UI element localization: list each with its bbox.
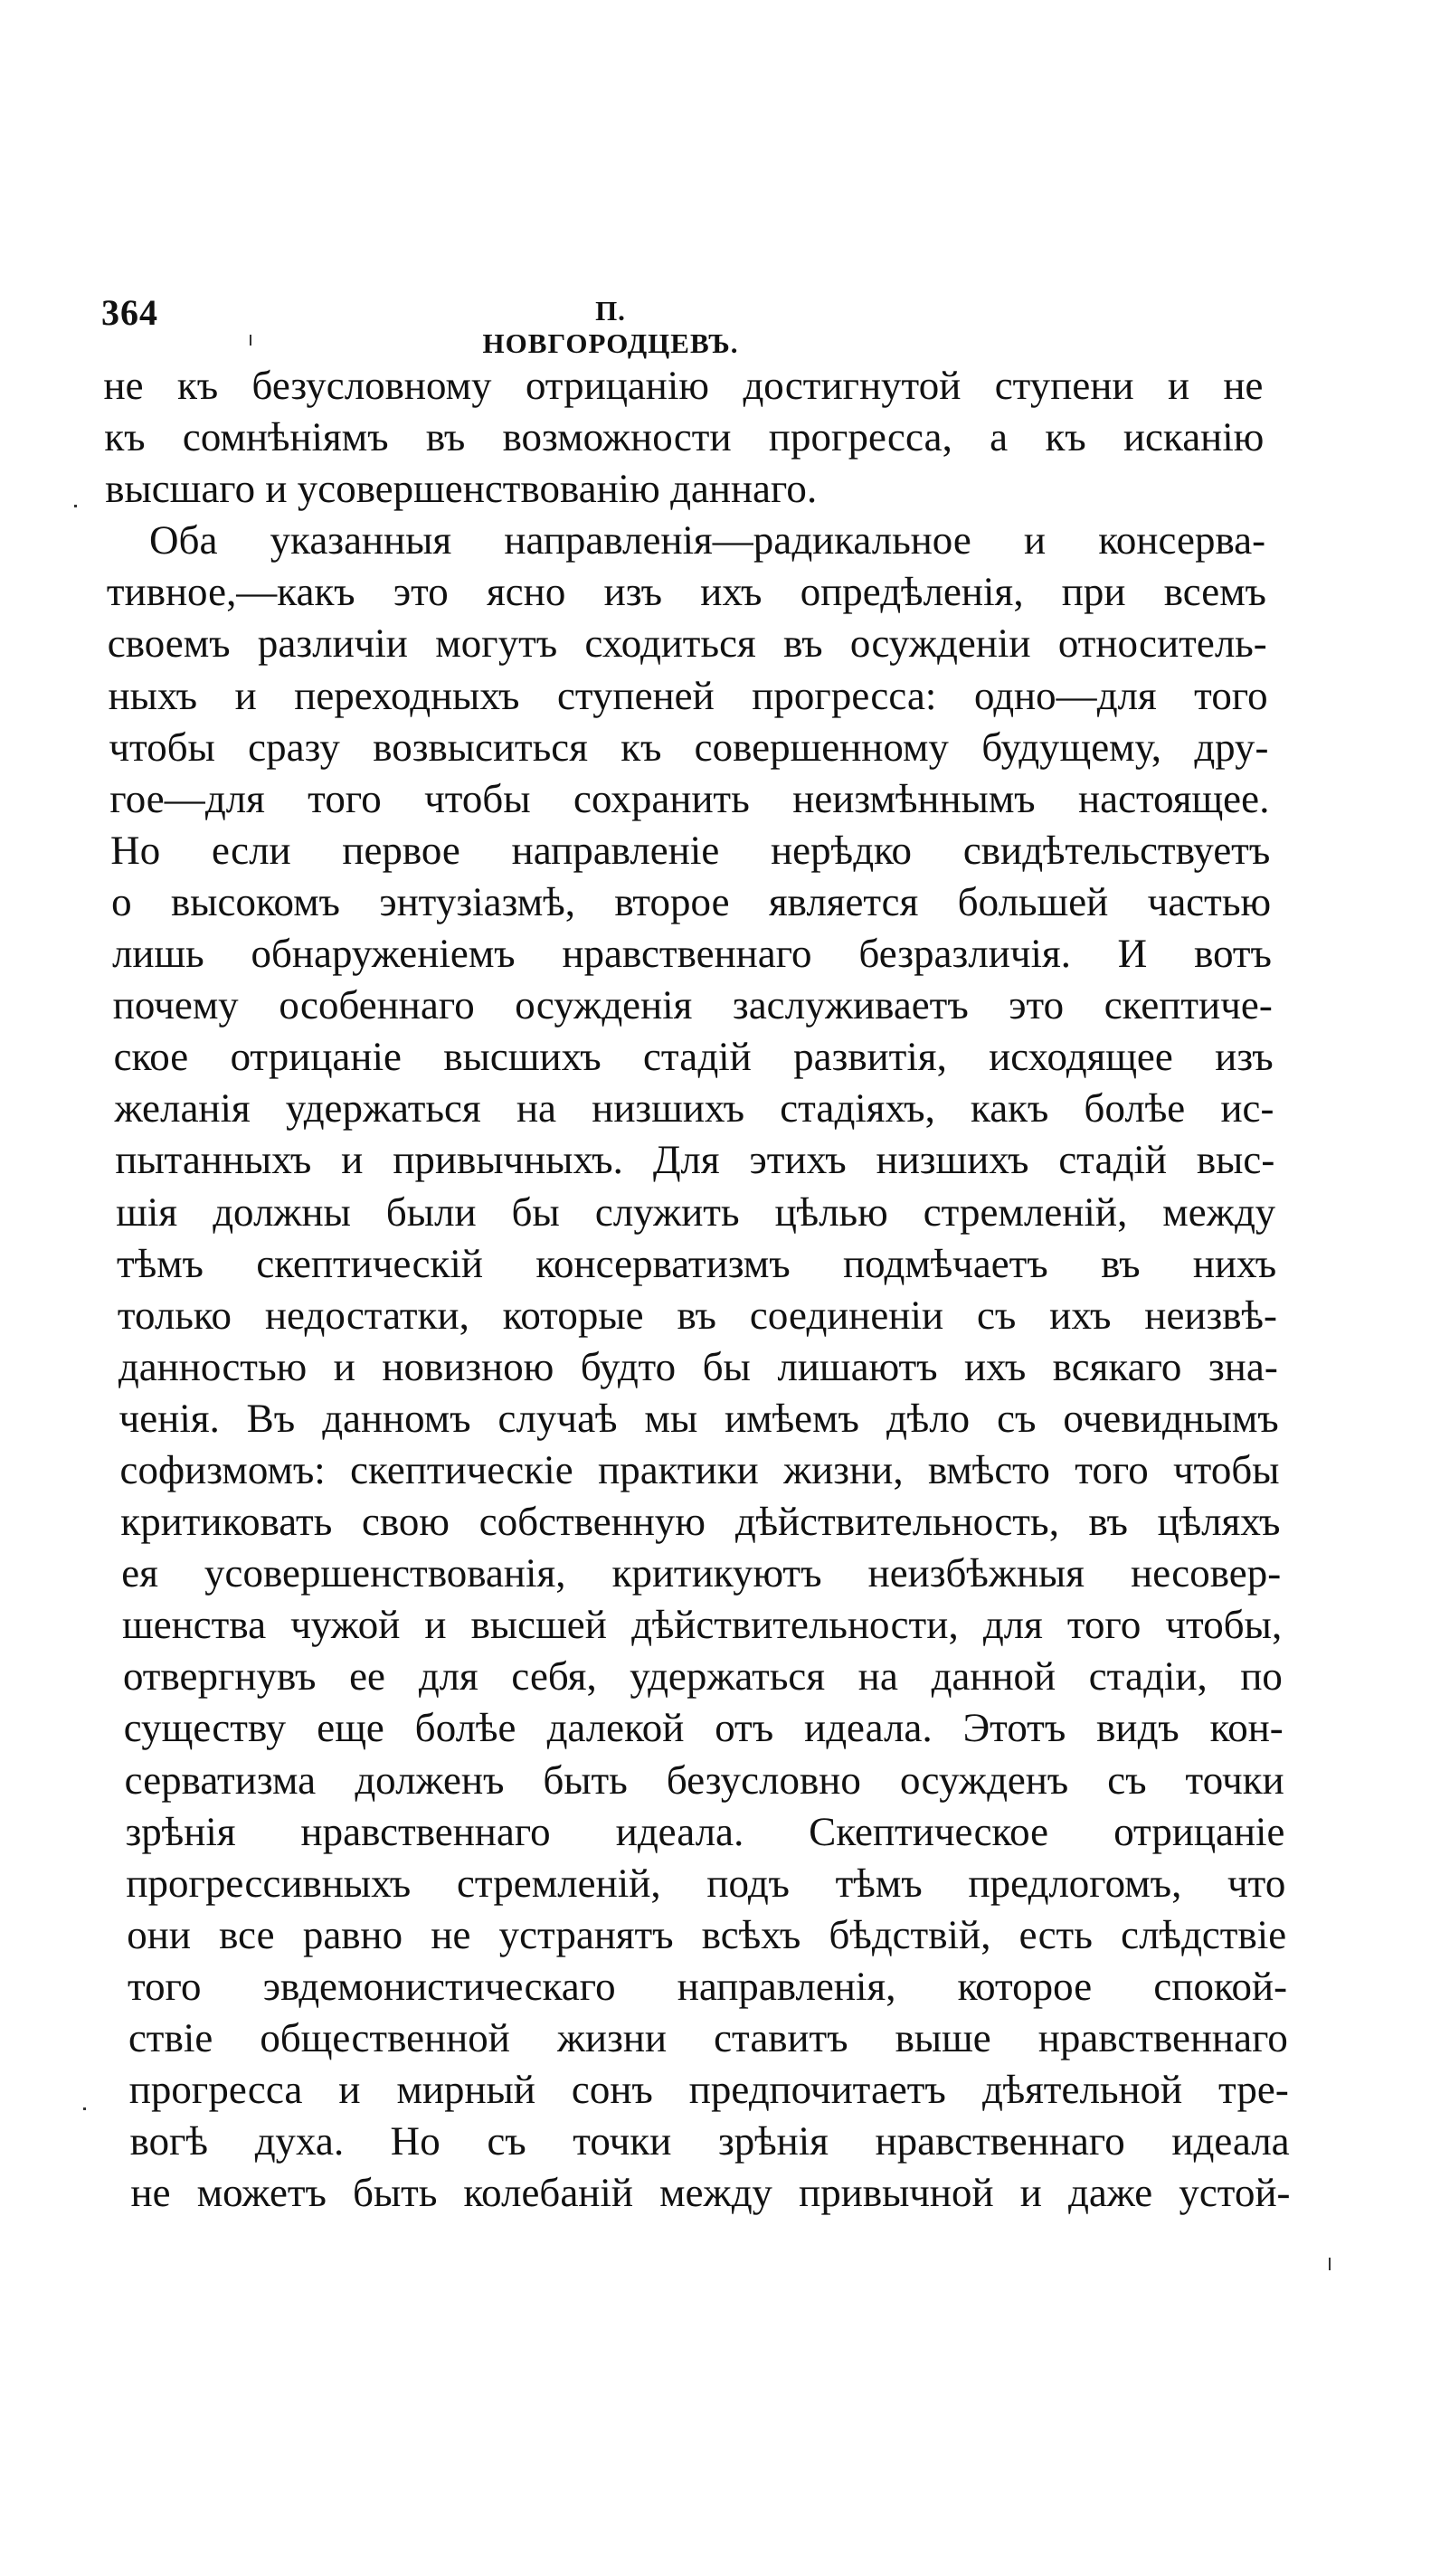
- text-line: отвергнувъ ее для себя, удержаться на данной стадіи, по: [122, 1653, 1284, 1700]
- text-line: вогѣ духа. Но съ точки зрѣнія нравственнаго идеала: [129, 2118, 1290, 2164]
- margin-mark: [74, 505, 77, 507]
- text-line: не можетъ быть колебаній между привычной и даже устой-: [130, 2170, 1291, 2216]
- text-line: ствіе общественной жизни ставитъ выше нравственнаго: [128, 2015, 1289, 2060]
- text-line: прогресса и мирный сонъ предпочитаетъ дѣятельной тре-: [128, 2067, 1290, 2113]
- text-line: зрѣнія нравственнаго идеала. Скептическое отрицаніе: [125, 1808, 1285, 1854]
- text-line: того эвдемонистическаго направленія, которое спокой-: [127, 1963, 1288, 2009]
- text-line: желанія удержаться на низшихъ стадіяхъ, какъ болѣе ис-: [114, 1085, 1274, 1132]
- text-line: прогрессивныхъ стремленій, подъ тѣмъ предлогомъ, что: [125, 1860, 1286, 1906]
- text-line: пытанныхъ и привычныхъ. Для этихъ низшихъ стадій выс-: [114, 1137, 1275, 1183]
- text-line: своемъ различіи могутъ сходиться въ осужденіи относитель-: [107, 620, 1268, 667]
- text-line: они все равно не устранятъ всѣхъ бѣдствій, есть слѣдствіе: [126, 1911, 1287, 1957]
- text-line: ское отрицаніе высшихъ стадій развитія, исходящее изъ: [113, 1034, 1274, 1080]
- margin-mark: [1329, 2258, 1331, 2270]
- text-line: серватизма долженъ быть безусловно осужденъ съ точки: [124, 1757, 1284, 1803]
- text-line: ченія. Въ данномъ случаѣ мы имѣемъ дѣло съ очевиднымъ: [118, 1395, 1279, 1441]
- text-line: лишь обнаруженіемъ нравственнаго безразличія. И вотъ: [111, 931, 1273, 977]
- text-line: существу еще болѣе далекой отъ идеала. Этотъ видъ кон-: [123, 1705, 1284, 1751]
- text-line: ныхъ и переходныхъ ступеней прогресса: одно—для того: [108, 672, 1268, 718]
- text-line: данностью и новизною будто бы лишаютъ ихъ всякаго зна-: [118, 1343, 1279, 1389]
- running-head: П. НОВГОРОДЦЕВЪ.: [482, 295, 739, 359]
- text-line: тивное,—какъ это ясно изъ ихъ опредѣленія, при всемъ: [106, 569, 1267, 615]
- text-line: почему особеннаго осужденія заслуживаетъ это скептиче-: [112, 982, 1274, 1028]
- text-line: ея усовершенствованія, критикуютъ неизбѣжныя несовер-: [120, 1550, 1282, 1596]
- text-line: Оба указанныя направленія—радикальное и консерва-: [148, 517, 1266, 564]
- text-line: чтобы сразу возвыситься къ совершенному будущему, дру-: [109, 724, 1269, 770]
- margin-mark: [250, 335, 251, 346]
- text-line: высшаго и усовершенствованію даннаго.: [104, 466, 818, 512]
- text-line: шія должны были бы служить цѣлью стремленій, между: [115, 1189, 1276, 1235]
- margin-mark: [83, 2107, 86, 2110]
- text-line: о высокомъ энтузіазмѣ, второе является большей частью: [110, 878, 1272, 924]
- text-line: шенства чужой и высшей дѣйствительности, для того чтобы,: [121, 1602, 1283, 1648]
- text-line: тѣмъ скептическій консерватизмъ подмѣчаетъ въ нихъ: [116, 1240, 1277, 1286]
- text-line: гое—для того чтобы сохранить неизмѣннымъ настоящее.: [109, 775, 1270, 821]
- text-line: Но если первое направленіе нерѣдко свидѣтельствуетъ: [109, 827, 1271, 873]
- text-line: къ сомнѣніямъ въ возможности прогресса, а къ исканію: [103, 414, 1265, 460]
- text-line: критиковать свою собственную дѣйствительность, въ цѣляхъ: [119, 1499, 1281, 1545]
- text-line: софизмомъ: скептическіе практики жизни, вмѣсто того чтобы: [119, 1446, 1280, 1492]
- body-text: [103, 360, 1291, 2219]
- page-number: 364: [101, 292, 158, 333]
- text-line: не къ безусловному отрицанію достигнутой ступени и не: [103, 363, 1264, 408]
- text-line: только недостатки, которые въ соединеніи съ ихъ неизвѣ-: [117, 1292, 1278, 1338]
